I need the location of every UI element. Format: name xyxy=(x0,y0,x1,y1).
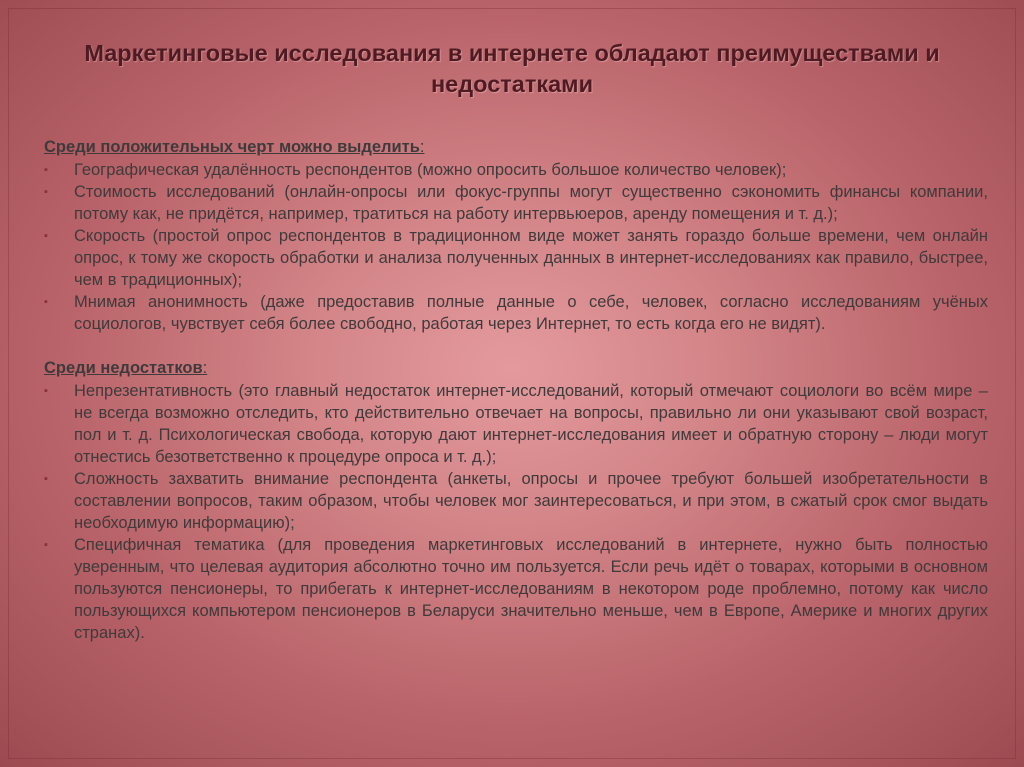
list-item-text: Специфичная тематика (для проведения маркетинговых исследований в интернете, нужно быть полностью уверенным, что целевая аудитория абсолютно точно им пользуется. Если речь идёт о товарах, которыми в основном пользуются пенсионеры, то прибегать к интернет-исследованиям в некотором роде проблемно, потому как число пользующихся компьютером пенсионеров в Беларуси значительно меньше, чем в Европе, Америке и многих других странах). xyxy=(74,536,988,642)
list-item-text: Непрезентативность (это главный недостаток интернет-исследований, который отмечают социологи во всём мире – не всегда возможно отследить, кто действительно отвечает на вопросы, правильно ли они указывают свой возраст, пол и т. д. Психологическая свобода, которую дают интернет-исследования имеет и обратную сторону – люди могут отнестись безответственно к процедуре опроса и т. д.); xyxy=(74,382,988,466)
list-item xyxy=(44,181,988,225)
bullet-icon: ▪ xyxy=(44,186,48,198)
bullet-icon: ▪ xyxy=(44,164,48,176)
disadvantages-list xyxy=(44,380,988,644)
list-item xyxy=(44,159,988,181)
slide-content xyxy=(44,136,988,644)
list-item-text: Мнимая анонимность (даже предоставив полные данные о себе, человек, согласно исследованиям учёных социологов, чувствует себя более свободно, работая через Интернет, то есть когда его не видят). xyxy=(74,293,988,333)
disadvantages-heading-colon: : xyxy=(202,359,208,377)
list-item-text: Скорость (простой опрос респондентов в традиционном виде может занять гораздо больше времени, чем онлайн опрос, к тому же скорость обработки и анализа полученных данных в интернет-исследованиях как правило, быстрее, чем в традиционных); xyxy=(74,227,988,289)
advantages-heading-text: Среди положительных черт можно выделить xyxy=(44,138,420,156)
list-item-text: Сложность захватить внимание респондента (анкеты, опросы и прочее требуют большей изобретательности в составлении вопросов, таким образом, чтобы человек мог заинтересоваться, и при этом, в сжатый срок смог выдать необходимую информацию); xyxy=(74,470,988,532)
section-spacer xyxy=(44,335,988,357)
bullet-icon: ▪ xyxy=(44,385,48,397)
list-item xyxy=(44,468,988,534)
bullet-icon: ▪ xyxy=(44,296,48,308)
list-item xyxy=(44,225,988,291)
advantages-heading-colon: : xyxy=(419,138,425,156)
advantages-heading xyxy=(44,136,988,158)
list-item xyxy=(44,291,988,335)
bullet-icon: ▪ xyxy=(44,473,48,485)
disadvantages-heading-text: Среди недостатков xyxy=(44,359,203,377)
advantages-list xyxy=(44,159,988,335)
list-item xyxy=(44,534,988,644)
list-item xyxy=(44,380,988,468)
bullet-icon: ▪ xyxy=(44,539,48,551)
list-item-text: Географическая удалённость респондентов (можно опросить большое количество человек); xyxy=(74,161,787,179)
disadvantages-heading xyxy=(44,357,988,379)
list-item-text: Стоимость исследований (онлайн-опросы или фокус-группы могут существенно сэкономить финансы компании, потому как, не придётся, например, тратиться на работу интервьюеров, аренду помещения и т. д.); xyxy=(74,183,988,223)
slide-title: Маркетинговые исследования в интернете обладают преимуществами и недостатками xyxy=(84,40,940,97)
bullet-icon: ▪ xyxy=(44,230,48,242)
